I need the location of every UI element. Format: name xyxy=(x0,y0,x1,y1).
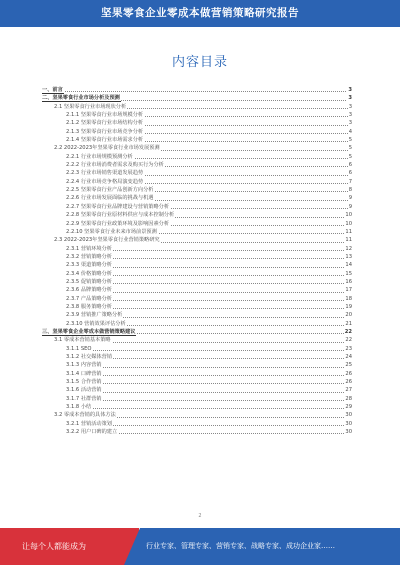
toc-entry-page: 20 xyxy=(345,312,352,319)
toc-entry-page: 11 xyxy=(345,237,352,244)
toc-entry-page: 10 xyxy=(345,212,352,219)
toc-entry[interactable] xyxy=(42,270,352,278)
toc-entry-page: 26 xyxy=(345,370,352,377)
toc-entry-page: 30 xyxy=(345,420,352,427)
toc-entry[interactable] xyxy=(42,186,352,194)
toc-leader-dots xyxy=(66,400,352,401)
toc-entry-page: 13 xyxy=(345,253,352,260)
toc-entry[interactable] xyxy=(42,370,352,378)
toc-entry[interactable] xyxy=(42,178,352,186)
toc-entry[interactable] xyxy=(42,220,352,228)
toc-entry-text: 2.3 2022-2023年坚果零食行业营销策略研究 xyxy=(54,237,160,244)
toc-entry-page: 6 xyxy=(348,170,352,177)
toc-entry-page: 9 xyxy=(348,203,352,210)
toc-entry-text: 2.3.4 价格策略分析 xyxy=(66,270,112,277)
toc-leader-dots xyxy=(66,367,352,368)
toc-entry-page: 30 xyxy=(345,412,352,419)
toc-entry-text: 3.1 零成本营销基本策略 xyxy=(54,337,111,344)
toc-entry[interactable] xyxy=(42,328,352,336)
toc-entry-page: 3 xyxy=(348,95,352,102)
toc-entry-text: 3.1.5 合作营销 xyxy=(66,379,102,386)
toc-entry-page: 29 xyxy=(345,404,352,411)
report-header-bar xyxy=(0,0,400,27)
toc-entry-text: 2.1 坚果零食行业市场现状分析 xyxy=(54,103,127,110)
toc-entry[interactable] xyxy=(42,428,352,436)
toc-entry[interactable] xyxy=(42,94,352,102)
toc-entry-text: 2.2.4 行业市场竞争格局演变趋势 xyxy=(66,178,144,185)
toc-entry-text: 2.2.1 行业市场规模预测分析 xyxy=(66,153,133,160)
toc-entry-page: 30 xyxy=(345,429,352,436)
toc-entry-text: 2.3.3 渠道策略分析 xyxy=(66,262,112,269)
toc-entry-text: 2.3.5 促销策略分析 xyxy=(66,278,112,285)
toc-title: 内容目录 xyxy=(171,55,228,70)
toc-entry-page: 11 xyxy=(345,228,352,235)
toc-entry[interactable] xyxy=(42,295,352,303)
toc-entry[interactable] xyxy=(42,194,352,202)
toc-entry-page: 6 xyxy=(348,162,352,169)
toc-leader-dots xyxy=(42,91,352,92)
toc-entry-text: 2.3.2 营销策略分析 xyxy=(66,253,112,260)
toc-entry-page: 17 xyxy=(345,287,352,294)
toc-entry-text: 3.1.3 内容营销 xyxy=(66,362,102,369)
toc-entry[interactable] xyxy=(42,403,352,411)
toc-entry-text: 3.1.8 小结 xyxy=(66,404,92,411)
toc-entry-page: 21 xyxy=(345,320,352,327)
toc-leader-dots xyxy=(66,375,352,376)
toc-entry[interactable] xyxy=(42,236,352,244)
toc-entry[interactable] xyxy=(42,144,352,152)
toc-entry-text: 2.1.2 坚果零食行业市场结构分析 xyxy=(66,120,144,127)
toc-entry-page: 19 xyxy=(345,303,352,310)
table-of-contents xyxy=(42,86,352,436)
toc-entry[interactable] xyxy=(42,395,352,403)
toc-entry-text: 2.2 2022-2023年坚果零食行业市场发展预测 xyxy=(54,145,160,152)
toc-entry-text: 3.2 零成本营销的具体方法 xyxy=(54,412,116,419)
toc-entry-page: 23 xyxy=(345,345,352,352)
toc-entry-page: 25 xyxy=(345,362,352,369)
toc-entry-page: 22 xyxy=(345,337,352,344)
toc-entry-text: 2.1.4 坚果零食行业市场需求分析 xyxy=(66,137,144,144)
toc-entry-page: 5 xyxy=(348,137,352,144)
toc-entry-text: 2.3.8 服务策略分析 xyxy=(66,303,112,310)
footer-slogan-right: 行业专家、管理专家、营销专家、战略专家、成功企业家…… xyxy=(146,542,335,550)
toc-entry[interactable] xyxy=(42,253,352,261)
toc-entry-page: 10 xyxy=(345,220,352,227)
toc-entry-text: 3.2.1 营销活动策划 xyxy=(66,420,112,427)
toc-entry-text: 2.3.1 营销环境分析 xyxy=(66,245,112,252)
toc-entry[interactable] xyxy=(42,153,352,161)
toc-entry[interactable] xyxy=(42,103,352,111)
toc-entry-text: 2.2.5 坚果零食行业产品创新方向分析 xyxy=(66,187,154,194)
toc-entry-page: 26 xyxy=(345,379,352,386)
toc-leader-dots xyxy=(66,383,352,384)
toc-entry[interactable] xyxy=(42,336,352,344)
toc-entry-text: 2.1.1 坚果零食行业市场规模分析 xyxy=(66,112,144,119)
toc-entry-text: 2.2.8 坚果零食行业原材料供应与成本控制分析 xyxy=(66,212,175,219)
toc-entry-page: 12 xyxy=(345,245,352,252)
toc-leader-dots xyxy=(66,392,352,393)
toc-entry-page: 14 xyxy=(345,262,352,269)
toc-entry[interactable] xyxy=(42,245,352,253)
toc-entry-text: 2.3.7 产品策略分析 xyxy=(66,295,112,302)
footer-slogan-left: 让每个人都能成为 xyxy=(22,542,86,551)
toc-entry-text: 2.1.3 坚果零食行业市场竞争分析 xyxy=(66,128,144,135)
toc-entry-text: 二、坚果零食行业市场分析及预测 xyxy=(42,95,120,102)
toc-entry-text: 2.2.6 行业市场发展面临的挑战与机遇 xyxy=(66,195,154,202)
toc-entry-text: 3.1.6 活动营销 xyxy=(66,387,102,394)
toc-entry-page: 7 xyxy=(348,178,352,185)
toc-entry-text: 三、坚果零食企业零成本做营销策略建议 xyxy=(42,328,136,335)
toc-entry-page: 24 xyxy=(345,354,352,360)
toc-entry[interactable] xyxy=(42,228,352,236)
toc-entry[interactable] xyxy=(42,203,352,211)
toc-entry-page: 16 xyxy=(345,278,352,285)
toc-entry[interactable] xyxy=(42,278,352,286)
toc-entry-text: 2.2.3 行业市场销售渠道发展趋势 xyxy=(66,170,144,177)
toc-entry[interactable] xyxy=(42,411,352,419)
toc-leader-dots xyxy=(66,408,352,409)
toc-entry[interactable] xyxy=(42,119,352,127)
toc-entry[interactable] xyxy=(42,378,352,386)
toc-entry-text: 2.3.10 营销效果评估分析 xyxy=(66,320,126,327)
toc-entry[interactable] xyxy=(42,353,352,361)
toc-entry[interactable] xyxy=(42,211,352,219)
toc-entry-text: 3.1.4 口碑营销 xyxy=(66,370,102,377)
toc-entry-page: 5 xyxy=(348,153,352,160)
toc-entry-text: 3.2.2 用户口碑的建立 xyxy=(66,429,118,436)
toc-entry[interactable] xyxy=(42,361,352,369)
toc-entry-page: 28 xyxy=(345,395,352,402)
toc-entry[interactable] xyxy=(42,111,352,119)
toc-entry[interactable] xyxy=(42,261,352,269)
toc-entry-text: 3.1.7 社群营销 xyxy=(66,395,102,402)
toc-entry[interactable] xyxy=(42,420,352,428)
toc-entry[interactable] xyxy=(42,386,352,394)
toc-entry[interactable] xyxy=(42,286,352,294)
toc-entry[interactable] xyxy=(42,311,352,319)
toc-entry[interactable] xyxy=(42,320,352,328)
toc-entry-text: 2.2.7 坚果零食行业品牌建设与营销策略分析 xyxy=(66,203,170,210)
toc-entry-page: 8 xyxy=(348,187,352,194)
toc-entry-page: 9 xyxy=(348,195,352,202)
toc-entry-page: 3 xyxy=(348,112,352,119)
footer-banner xyxy=(0,528,400,565)
page-number: 2 xyxy=(198,513,202,519)
toc-entry-page: 27 xyxy=(345,387,352,394)
toc-entry-text: 2.3.9 营销推广策略分析 xyxy=(66,312,123,319)
toc-entry[interactable] xyxy=(42,303,352,311)
toc-entry-page: 3 xyxy=(348,87,352,93)
toc-entry[interactable] xyxy=(42,345,352,353)
toc-entry[interactable] xyxy=(42,128,352,136)
toc-entry-page: 3 xyxy=(348,120,352,127)
toc-entry-text: 2.2.10 坚果零食行业未来市场前景预测 xyxy=(66,228,157,235)
toc-entry[interactable] xyxy=(42,169,352,177)
toc-entry-page: 3 xyxy=(348,103,352,110)
toc-entry-page: 18 xyxy=(345,295,352,302)
toc-entry-text: 2.2.2 行业市场消费者需求及购买行为分析 xyxy=(66,162,164,169)
toc-entry-page: 22 xyxy=(344,328,352,335)
toc-entry-page: 5 xyxy=(348,145,352,152)
toc-entry-text: 2.2.9 坚果零食行业政策环境及影响因素分析 xyxy=(66,220,170,227)
toc-entry-text: 3.1.2 社交媒体营销 xyxy=(66,354,112,360)
toc-entry[interactable] xyxy=(42,86,352,94)
toc-entry-page: 15 xyxy=(345,270,352,277)
toc-entry-text: 2.3.6 品牌策略分析 xyxy=(66,287,112,294)
toc-entry[interactable] xyxy=(42,136,352,144)
toc-entry[interactable] xyxy=(42,161,352,169)
report-title: 坚果零食企业零成本做营销策略研究报告 xyxy=(101,7,299,19)
toc-entry-text: 3.1.1 SEO xyxy=(66,345,92,352)
toc-leader-dots xyxy=(66,350,352,351)
toc-entry-text: 一、前言 xyxy=(42,87,63,93)
toc-entry-page: 4 xyxy=(348,128,352,135)
